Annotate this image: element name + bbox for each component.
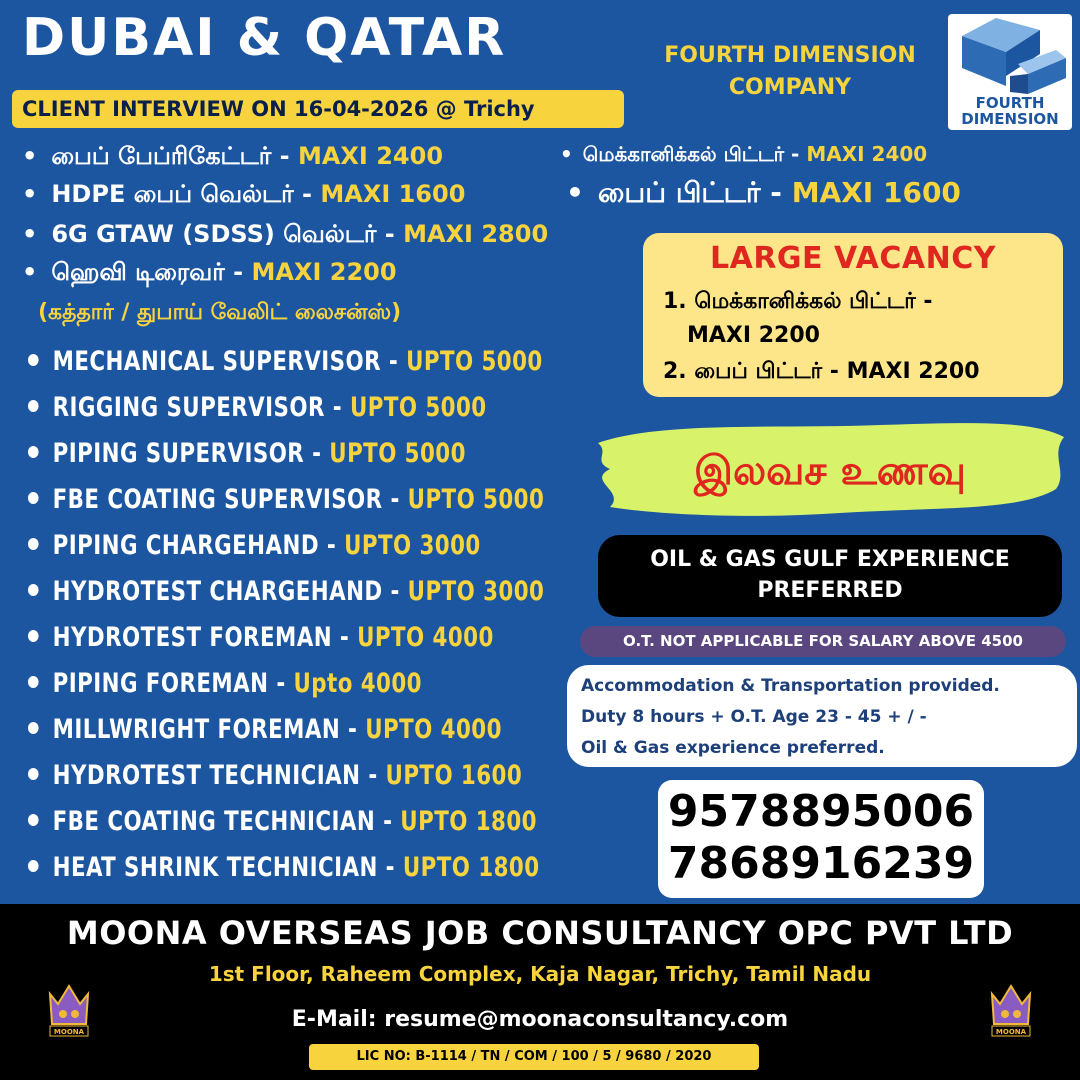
benefit-line: Duty 8 hours + O.T. Age 23 - 45 + / - <box>581 707 927 727</box>
phone-box <box>658 780 984 898</box>
moona-logo-icon <box>988 980 1034 1040</box>
bullet-icon <box>28 722 39 734</box>
benefit-line: Accommodation & Transportation provided. <box>581 676 1000 696</box>
phone-number[interactable]: 9578895006 <box>667 786 975 837</box>
bullet-icon <box>28 446 39 458</box>
bullet-icon: • <box>22 258 38 286</box>
company-name-line2: COMPANY <box>728 75 852 100</box>
english-job-item: FBE COATING SUPERVISOR - UPTO 5000 <box>28 484 544 515</box>
svg-text:MOONA: MOONA <box>995 1028 1027 1036</box>
bullet-icon <box>28 492 39 504</box>
bullet-icon: • <box>22 180 38 208</box>
footer <box>0 904 1080 1080</box>
tamil-job-item: • பைப் பேப்ரிகேட்டர் - MAXI 2400 <box>22 142 444 170</box>
oil-gas-line1: OIL & GAS GULF EXPERIENCE <box>650 547 1010 572</box>
bullet-icon <box>28 584 39 596</box>
english-job-item: PIPING CHARGEHAND - UPTO 3000 <box>28 530 481 561</box>
bullet-icon <box>28 676 39 688</box>
tamil-job-item: • HDPE பைப் வெல்டர் - MAXI 1600 <box>22 180 466 208</box>
large-vacancy-box <box>643 233 1063 397</box>
company-name <box>640 40 940 104</box>
address: 1st Floor, Raheem Complex, Kaja Nagar, Trichy, Tamil Nadu <box>208 962 872 986</box>
company-name-line1: FOURTH DIMENSION <box>664 43 916 68</box>
bullet-icon <box>28 354 39 366</box>
logo-text-line2: DIMENSION <box>961 110 1059 128</box>
english-job-item: HYDROTEST TECHNICIAN - UPTO 1600 <box>28 760 522 791</box>
vacancy-item: 1. மெக்கானிக்கல் பிட்டர் - <box>663 289 933 314</box>
fourth-dimension-logo <box>948 14 1072 130</box>
moona-logo-icon <box>46 980 92 1040</box>
license-number: LIC NO: B-1114 / TN / COM / 100 / 5 / 9680 / 2020 <box>309 1044 759 1070</box>
bullet-icon: • <box>22 220 38 248</box>
tamil-job-item: • மெக்கானிக்கல் பிட்டர் - MAXI 2400 <box>560 142 928 166</box>
bullet-icon <box>28 400 39 412</box>
english-job-item: PIPING SUPERVISOR - UPTO 5000 <box>28 438 466 469</box>
bullet-icon <box>28 630 39 642</box>
tamil-job-item: • பைப் பிட்டர் - MAXI 1600 <box>566 176 961 209</box>
poster-title: DUBAI & QATAR <box>22 8 507 68</box>
english-job-item: MECHANICAL SUPERVISOR - UPTO 5000 <box>28 346 543 377</box>
bullet-icon <box>28 814 39 826</box>
free-food-label: இலவச உணவு <box>694 448 966 494</box>
ot-note: O.T. NOT APPLICABLE FOR SALARY ABOVE 4500 <box>580 626 1066 657</box>
oil-gas-line2: PREFERRED <box>757 578 903 603</box>
email[interactable]: E-Mail: resume@moonaconsultancy.com <box>291 1007 789 1032</box>
bullet-icon: • <box>560 142 573 166</box>
benefit-line: Oil & Gas experience preferred. <box>581 738 885 758</box>
english-job-item: FBE COATING TECHNICIAN - UPTO 1800 <box>28 806 537 837</box>
interview-banner: CLIENT INTERVIEW ON 16-04-2026 @ Trichy <box>12 90 624 128</box>
phone-number[interactable]: 7868916239 <box>667 838 975 889</box>
bullet-icon: • <box>566 176 584 209</box>
english-job-item: HEAT SHRINK TECHNICIAN - UPTO 1800 <box>28 852 540 883</box>
svg-text:MOONA: MOONA <box>53 1028 85 1036</box>
vacancy-item: 2. பைப் பிட்டர் - MAXI 2200 <box>663 359 980 384</box>
oil-gas-badge <box>598 535 1062 617</box>
license-note: (கத்தார் / துபாய் வேலிட் லைசன்ஸ்) <box>38 300 402 325</box>
consultancy-name: MOONA OVERSEAS JOB CONSULTANCY OPC PVT LTD <box>66 914 1014 952</box>
tamil-job-item: • 6G GTAW (SDSS) வெல்டர் - MAXI 2800 <box>22 220 549 248</box>
bullet-icon <box>28 768 39 780</box>
english-job-item: HYDROTEST CHARGEHAND - UPTO 3000 <box>28 576 544 607</box>
english-job-item: PIPING FOREMAN - Upto 4000 <box>28 668 422 699</box>
english-job-item: HYDROTEST FOREMAN - UPTO 4000 <box>28 622 494 653</box>
bullet-icon: • <box>22 142 38 170</box>
logo-text-line1: FOURTH <box>975 94 1045 112</box>
benefits-box <box>567 665 1077 767</box>
english-job-item: MILLWRIGHT FOREMAN - UPTO 4000 <box>28 714 502 745</box>
tamil-job-item: • ஹெவி டிரைவர் - MAXI 2200 <box>22 258 397 286</box>
vacancy-item-amount: MAXI 2200 <box>687 323 820 348</box>
bullet-icon <box>28 538 39 550</box>
large-vacancy-title: LARGE VACANCY <box>710 241 996 276</box>
bullet-icon <box>28 860 39 872</box>
english-job-item: RIGGING SUPERVISOR - UPTO 5000 <box>28 392 487 423</box>
